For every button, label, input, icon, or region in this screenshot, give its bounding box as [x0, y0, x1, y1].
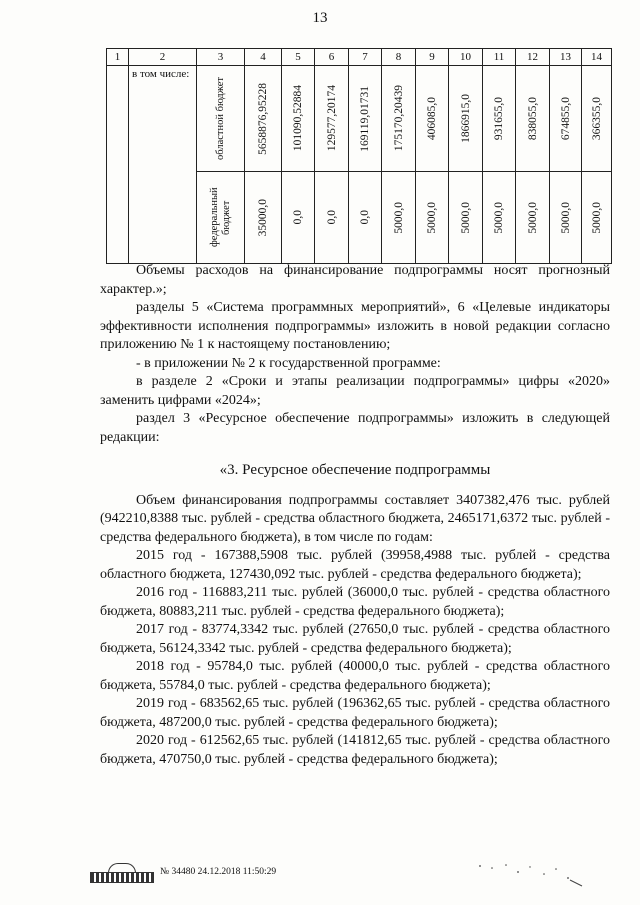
scan-noise-icon	[470, 858, 590, 888]
registration-stamp: № 34480 24.12.2018 11:50:29	[160, 867, 277, 877]
header-cell: 2	[129, 49, 197, 66]
cell-value: 838055,0	[526, 96, 539, 141]
cell-value: 5000,0	[426, 201, 438, 234]
table-cell	[282, 172, 315, 264]
header-cell: 4	[245, 49, 282, 66]
header-cell: 7	[349, 49, 382, 66]
paragraph: 2018 год - 95784,0 тыс. рублей (40000,0 тыс. рублей - средства областного бюджета, 55784,0 тыс. рублей - средства федерального бюджета);	[100, 659, 610, 693]
registry-stamp-icon	[90, 861, 152, 883]
table-cell	[516, 172, 550, 264]
cell-value: 101090,52884	[292, 85, 304, 152]
header-cell: 6	[315, 49, 349, 66]
header-cell: 10	[449, 49, 483, 66]
header-cell: 11	[483, 49, 516, 66]
table-cell	[349, 172, 382, 264]
paragraph: 2019 год - 683562,65 тыс. рублей (196362,65 тыс. рублей - средства областного бюджета, 487200,0 тыс. рублей - средства федерального бюджета);	[100, 696, 610, 730]
header-cell: 5	[282, 49, 315, 66]
cell-value: 35000,0	[257, 198, 269, 237]
cell-value: 406085,0	[426, 96, 438, 141]
cell-value: 0,0	[359, 210, 371, 225]
footer	[90, 860, 276, 884]
cell-value: 674855,0	[559, 96, 572, 141]
header-cell: 8	[382, 49, 416, 66]
paragraph: в разделе 2 «Сроки и этапы реализации подпрограммы» цифры «2020» заменить цифрами «2024»;	[100, 374, 610, 408]
paragraph: Объемы расходов на финансирование подпрограммы носят прогнозный характер.»;	[100, 263, 610, 297]
table-row-regional	[107, 66, 612, 172]
row-label: федеральный бюджет	[208, 187, 232, 248]
section-heading: «3. Ресурсное обеспечение подпрограммы	[219, 462, 491, 478]
table-cell	[382, 172, 416, 264]
cell-value: 1866915,0	[459, 94, 472, 143]
cell-value: 5000,0	[459, 201, 472, 234]
cell-value: 5000,0	[590, 201, 603, 234]
paragraph: 2015 год - 167388,5908 тыс. рублей (39958,4988 тыс. рублей - средства областного бюджета, 127430,092 тыс. рублей - средства федерального бюджета);	[100, 548, 610, 582]
including-label: в том числе:	[129, 66, 197, 264]
header-cell: 3	[197, 49, 245, 66]
paragraph: раздел 3 «Ресурсное обеспечение подпрограммы» изложить в следующей редакции:	[100, 411, 610, 445]
table-cell	[449, 66, 483, 172]
cell-value: 5658876,95228	[257, 82, 269, 155]
header-cell: 13	[550, 49, 582, 66]
cell-value: 366355,0	[590, 96, 603, 141]
table-cell	[483, 172, 516, 264]
table-cell	[516, 66, 550, 172]
paragraph: - в приложении № 2 к государственной программе:	[136, 355, 441, 371]
cell-value: 5000,0	[559, 201, 572, 234]
cell-value: 931655,0	[493, 96, 505, 141]
table-cell	[550, 172, 582, 264]
row-label: областной бюджет	[214, 77, 226, 160]
paragraph: 2020 год - 612562,65 тыс. рублей (141812,65 тыс. рублей - средства областного бюджета, 470750,0 тыс. рублей - средства федерального бюджета);	[100, 733, 610, 767]
table-cell	[582, 172, 612, 264]
paragraph: разделы 5 «Система программных мероприятий», 6 «Целевые индикаторы эффективности исполнения подпрограммы» изложить в новой редакции согласно приложению № 1 к настоящему постановлению;	[100, 300, 610, 352]
row-label-cell	[197, 66, 245, 172]
cell-value: 5000,0	[392, 201, 405, 234]
header-cell: 9	[416, 49, 449, 66]
table-cell	[245, 66, 282, 172]
table-cell	[416, 66, 449, 172]
cell-value: 129577,20174	[325, 85, 338, 152]
paragraph: 2017 год - 83774,3342 тыс. рублей (27650,0 тыс. рублей - средства областного бюджета, 56124,3342 тыс. рублей - средства федерального бюджета);	[100, 622, 610, 656]
cell-value: 5000,0	[493, 201, 505, 234]
cell-value: 169119,01731	[359, 85, 371, 152]
table-cell	[483, 66, 516, 172]
cell-value: 0,0	[325, 210, 338, 225]
page-number: 13	[312, 10, 328, 26]
table-cell	[382, 66, 416, 172]
table-cell	[582, 66, 612, 172]
header-cell: 14	[582, 49, 612, 66]
budget-table	[106, 48, 612, 264]
cell-value: 0,0	[292, 210, 304, 225]
table-cell	[550, 66, 582, 172]
paragraph: Объем финансирования подпрограммы составляет 3407382,476 тыс. рублей (942210,8388 тыс. рублей - средства областного бюджета, 2465171,6372 тыс. рублей - средства федерального бюджета), в том числе по годам:	[100, 492, 610, 545]
cell-value: 5000,0	[526, 201, 539, 234]
header-cell: 12	[516, 49, 550, 66]
header-cell: 1	[107, 49, 129, 66]
paragraph: 2016 год - 116883,211 тыс. рублей (36000,0 тыс. рублей - средства областного бюджета, 80883,211 тыс. рублей - средства федерального бюджета);	[100, 585, 610, 619]
table-cell	[315, 66, 349, 172]
table-cell	[416, 172, 449, 264]
body-text	[100, 262, 610, 769]
table-cell	[245, 172, 282, 264]
table-cell	[282, 66, 315, 172]
empty-cell	[107, 66, 129, 264]
row-label-cell	[197, 172, 245, 264]
table-header-row	[107, 49, 612, 66]
table-cell	[349, 66, 382, 172]
table-cell	[449, 172, 483, 264]
cell-value: 175170,20439	[392, 85, 405, 152]
table-cell	[315, 172, 349, 264]
